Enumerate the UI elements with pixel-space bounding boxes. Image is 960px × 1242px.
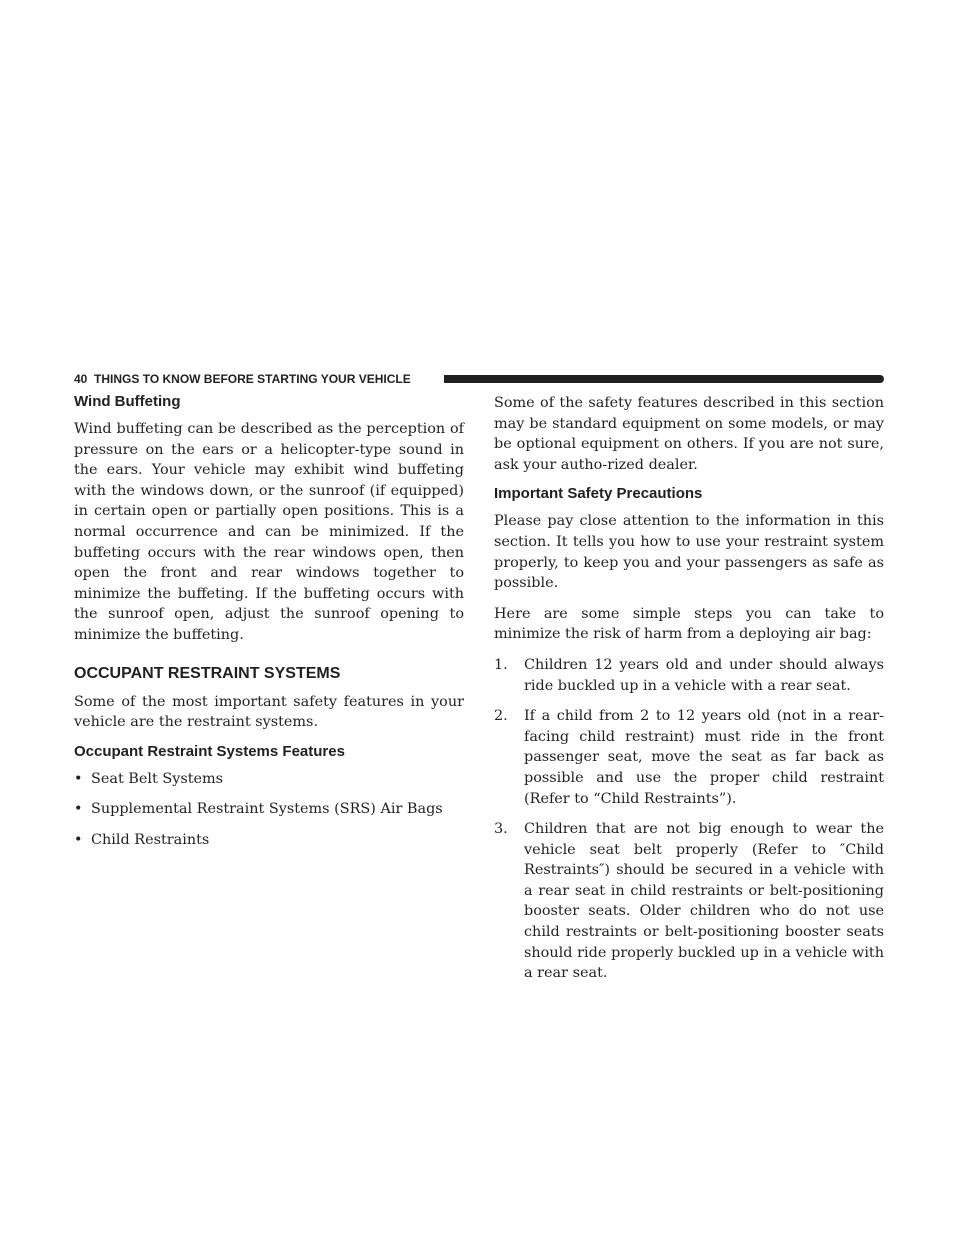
- list-item: [74, 769, 464, 790]
- step-number: 1.: [494, 656, 508, 673]
- section-title: THINGS TO KNOW BEFORE STARTING YOUR VEHICLE: [94, 372, 411, 386]
- bullet-icon: •: [74, 801, 83, 818]
- safety-features-intro: Some of the safety features described in this section may be standard equipment on some models, or may be optional equipment on others. If you are not sure, ask your autho-rized dealer.: [494, 395, 884, 473]
- bullet-icon: •: [74, 831, 83, 848]
- list-item-text: Child Restraints: [91, 831, 210, 848]
- list-item-text: Supplemental Restraint Systems (SRS) Air Bags: [91, 801, 443, 818]
- left-column: [74, 393, 464, 861]
- list-item: [494, 819, 884, 984]
- wind-buffeting-heading: Wind Buffeting: [74, 393, 181, 410]
- features-heading: Occupant Restraint Systems Features: [74, 742, 345, 760]
- occupant-restraint-systems-body: Some of the most important safety features in your vehicle are the restraint systems.: [74, 693, 464, 731]
- precautions-heading: Important Safety Precautions: [494, 485, 703, 503]
- list-item: [494, 655, 884, 696]
- step-number: 2.: [494, 708, 508, 725]
- occupant-restraint-systems-heading: OCCUPANT RESTRAINT SYSTEMS: [74, 664, 341, 682]
- precautions-body: Please pay close attention to the information in this section. It tells you how to use your restraint system properly, to keep you and your passengers as safe as possible.: [494, 513, 884, 592]
- steps-intro: Here are some simple steps you can take to minimize the risk of harm from a deploying air bag:: [494, 605, 884, 643]
- step-text: Children that are not big enough to wear the vehicle seat belt properly (Refer to ″Child Restraints″) should be secured in a vehicle with a rear seat in child restraints or belt-positioning booster seats. Older children who do not use child restraints or belt-positioning booster seats should ride properly buckled up in a vehicle with a rear seat.: [524, 821, 884, 982]
- list-item: [494, 706, 884, 809]
- list-item: [74, 830, 464, 851]
- step-number: 3.: [494, 821, 508, 838]
- page-number: 40: [74, 372, 88, 386]
- right-column: [494, 393, 884, 994]
- list-item-text: Seat Belt Systems: [91, 770, 224, 787]
- steps-list: [494, 655, 884, 984]
- features-list: [74, 769, 464, 851]
- page-header: [74, 370, 884, 388]
- list-item: [74, 799, 464, 820]
- bullet-icon: •: [74, 770, 83, 787]
- step-text: If a child from 2 to 12 years old (not in a rear-facing child restraint) must ride in the front passenger seat, move the seat as far back as possible and use the proper child restraint (Refer to “Child Restraints”).: [524, 708, 884, 807]
- wind-buffeting-body: Wind buffeting can be described as the perception of pressure on the ears or a helicopter-type sound in the ears. Your vehicle may exhibit wind buffeting with the windows down, or the sunroof (if equipped) in certain open or partially open positions. This is a normal occurrence and can be minimized. If the buffeting occurs with the rear windows open, then open the front and rear windows together to minimize the buffeting. If the buffeting occurs with the sunroof open, adjust the sunroof opening to minimize the buffeting.: [74, 421, 464, 643]
- page-header-text: [74, 370, 411, 388]
- header-rule: [444, 375, 884, 383]
- step-text: Children 12 years old and under should always ride buckled up in a vehicle with a rear seat.: [524, 656, 884, 694]
